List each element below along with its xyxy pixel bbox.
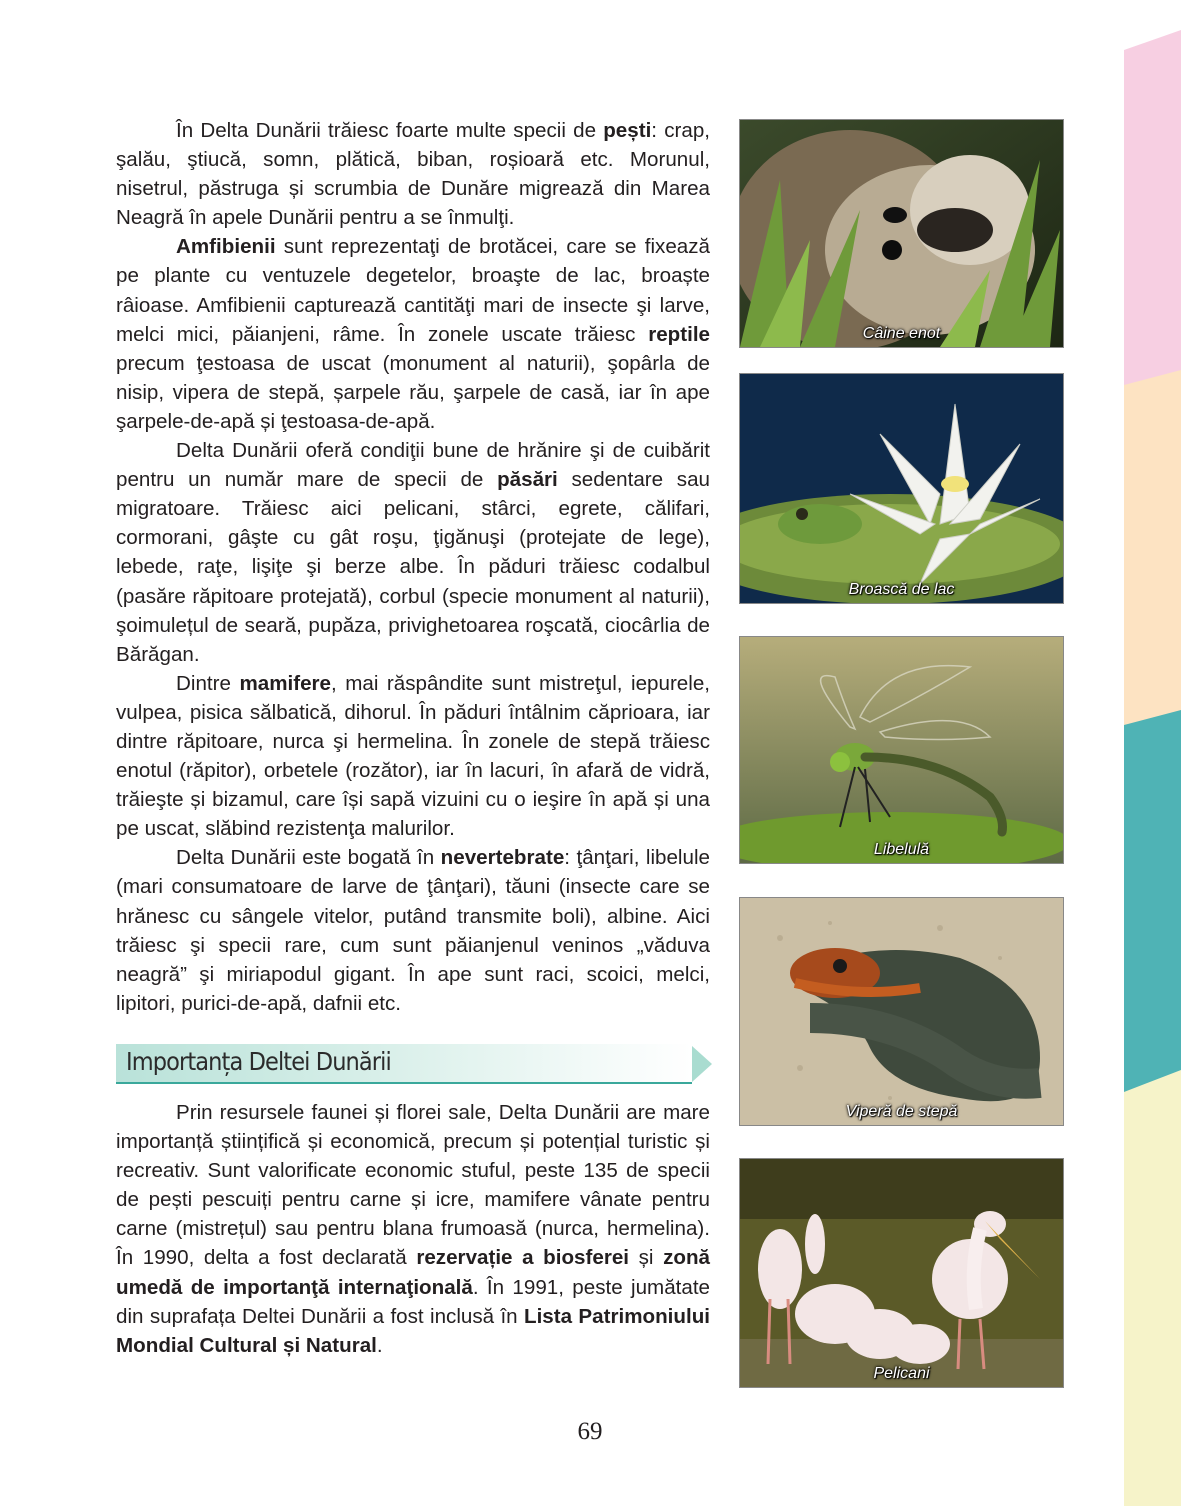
paragraph-birds: Delta Dunării oferă condiţii bune de hrănire şi de cuibărit pentru un număr mare de specii de păsări sedentare sau migratoare. Trăiesc aici pelicani, stârci, egrete, călifari, cormorani, gâşte cu gât roşu, ţigănuşi (protejate de lege), lebede, raţe, lişiţe şi berze albe. În păduri trăiesc codalbul (pasăre răpitoare protejată), corbul (specie monument al naturii), şoimulețul de seară, pupăza, privighetoarea roşcată, ciocârlia de Bărăgan. <box>116 439 710 666</box>
paragraph-importance: Prin resursele faunei și florei sale, Delta Dunării are mare importanță științifică și economică, precum și potențial turistic și recreativ. Sunt valorificate economic stuful, peste 135 de specii de pești pescuiți pentru carne și icre, mamifere vânate pentru carne (mistrețul) sau pentru blana frumoasă (nurca, hermelina). În 1990, delta a fost declarată rezervație a biosferei și zonă umedă de importanţă internaţională. În 1991, peste jumătate din suprafața Deltei Dunării a fost inclusă în Lista Patrimoniului Mondial Cultural și Natural. <box>116 1101 711 1357</box>
photo-pelicans <box>739 1158 1064 1388</box>
main-text <box>116 116 710 1018</box>
photo-caption: Viperă de stepă <box>845 1103 958 1120</box>
paragraph-fish: În Delta Dunării trăiesc foarte multe specii de pești: crap, şalău, ştiucă, somn, plătică, biban, roșioară etc. Morunul, nisetrul, păstruga și scrumbia de Dunăre migrează din Marea Neagră în apele Dunării pentru a se înmulţi. <box>116 119 710 230</box>
page-number: 69 <box>577 1418 603 1445</box>
photo-caption: Pelicani <box>873 1365 930 1382</box>
tab-lightyellow <box>1124 1070 1181 1506</box>
photo-viper <box>739 897 1064 1126</box>
photo-caption: Broască de lac <box>848 581 955 598</box>
photo-caption: Câine enot <box>862 325 941 342</box>
photo-raccoon-dog <box>739 119 1064 348</box>
paragraph-amphibians-reptiles: Amfibienii sunt reprezentaţi de brotăcei, care se fixează pe plante cu ventuzele degetelor, broaşte de lac, broaște râioase. Amfibienii capturează cantităţi mari de insecte şi larve, melci mici, păianjeni, râme. În zonele uscate trăiesc reptile precum ţestoasa de uscat (monument al naturii), şopârla de nisip, vipera de stepă, șarpele rău, şarpele de casă, iar în ape şarpele-de-apă și ţestoasa-de-apă. <box>116 235 710 433</box>
importance-text <box>116 1098 710 1360</box>
tab-pink <box>1124 30 1181 395</box>
edge-tabs <box>1124 30 1181 1506</box>
paragraph-mammals: Dintre mamifere, mai răspândite sunt mistreţul, iepurele, vulpea, pisica sălbatică, dihorul. În păduri întâlnim căprioara, iar dintre răpitoare, nurca şi hermelina. În zonele de stepă trăiesc enotul (răpitor), orbetele (rozător), iar în lacuri, în afară de vidră, trăieşte și bizamul, care își sapă vizuini cu o ieşire în apă și una pe uscat, slăbind rezistenţa malurilor. <box>116 671 711 841</box>
paragraph-invertebrates: Delta Dunării este bogată în nevertebrate: ţânţari, libelule (mari consumatoare de larve de ţânţari), tăuni (insecte care se hrănesc cu sângele vitelor, putând transmite boli), albine. Aici trăiesc şi specii rare, cum sunt păianjenul veninos „văduva neagră” şi miriapodul gigant. În ape sunt raci, scoici, melci, lipitori, purici-de-apă, dafnii etc. <box>116 846 710 1015</box>
heading-title: Importanța Deltei Dunării <box>126 1047 391 1076</box>
tab-teal <box>1124 710 1181 1100</box>
section-heading <box>116 1044 710 1082</box>
photo-frog <box>739 373 1064 604</box>
tab-peach <box>1124 370 1181 735</box>
photo-dragonfly <box>739 636 1064 864</box>
heading-arrow-icon <box>692 1046 712 1082</box>
photo-caption: Libelulă <box>873 841 930 858</box>
